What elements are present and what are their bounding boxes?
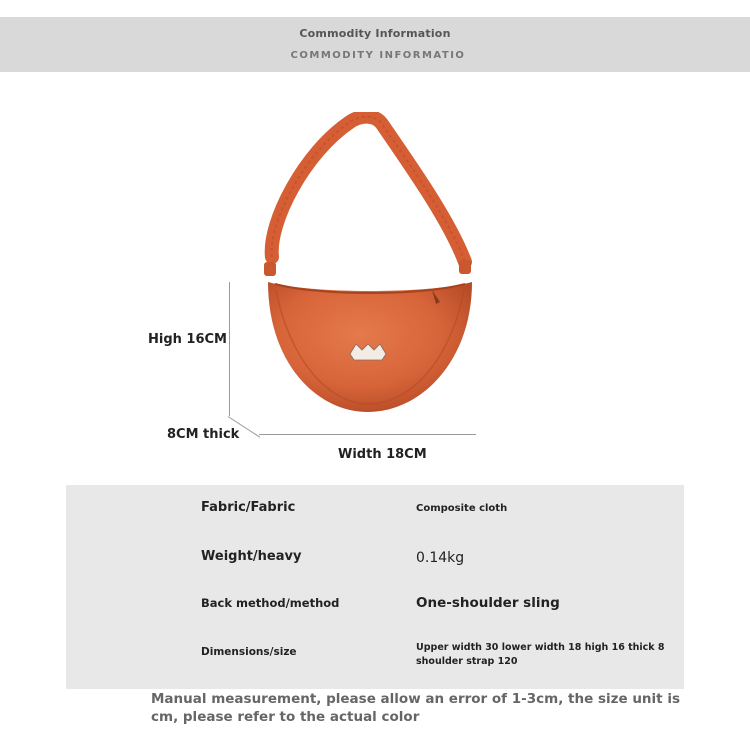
header-title: Commodity Information (299, 27, 451, 40)
spec-table (66, 485, 684, 689)
product-image (250, 112, 490, 442)
width-guide-line (259, 434, 476, 435)
bag-strap (272, 117, 465, 262)
width-label: Width 18CM (338, 447, 427, 462)
spec-value: 0.14kg (416, 550, 465, 566)
bag-logo-icon (350, 344, 386, 360)
spec-value: Composite cloth (416, 503, 508, 514)
height-guide-line (229, 282, 230, 416)
spec-label: Dimensions/size (201, 646, 297, 658)
thickness-label: 8CM thick (167, 427, 240, 442)
product-area (0, 72, 750, 482)
measurement-note: Manual measurement, please allow an error of 1-3cm, the size unit is cm, please refer to the actual color (151, 691, 680, 725)
spec-value: Upper width 30 lower width 18 high 16 thick 8 shoulder strap 120 (416, 642, 665, 667)
height-label: High 16CM (148, 332, 227, 347)
strap-tab-right (459, 260, 471, 274)
header-band (0, 17, 750, 72)
spec-label: Back method/method (201, 596, 340, 610)
header-subtitle: COMMODITY INFORMATIO (290, 50, 466, 61)
spec-value: One-shoulder sling (416, 595, 560, 611)
strap-tab-left (264, 262, 276, 276)
spec-label: Fabric/Fabric (201, 500, 296, 515)
spec-label: Weight/heavy (201, 549, 302, 564)
